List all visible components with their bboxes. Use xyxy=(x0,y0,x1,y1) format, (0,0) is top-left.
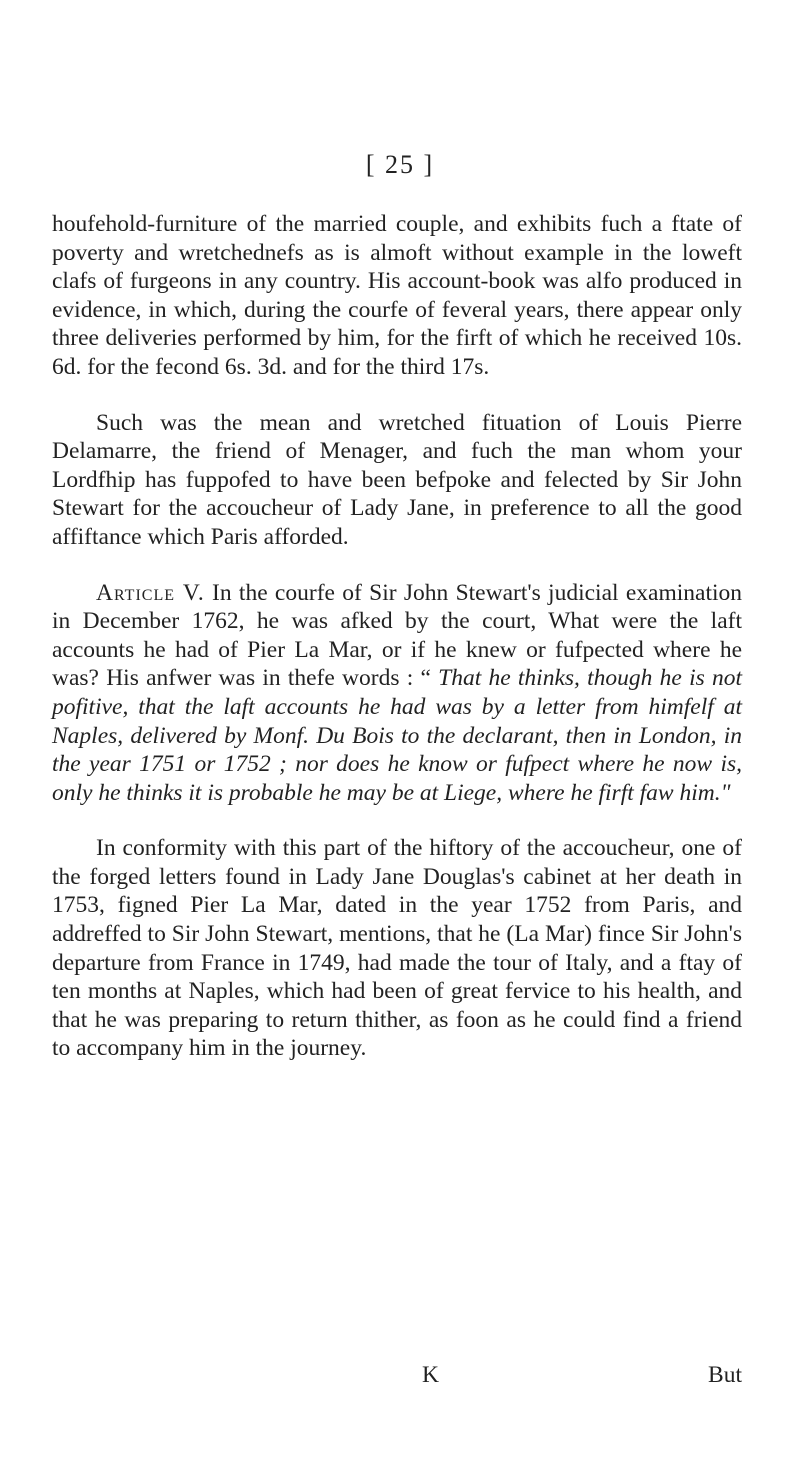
paragraph-3 xyxy=(52,579,742,808)
article-intro: In the courfe of Sir John Stewart's judicial examination in December 1762, he was afked by the court, What were the laft accounts he had of Pier La Mar, or if he knew or fufpected where he was? His anfwer was in thefe words : xyxy=(52,579,742,692)
paragraph-2: Such was the mean and wretched fituation of Louis Pierre Delamarre, the friend of Menager, and fuch the man whom your Lordfhip has fuppofed to have been befpoke and felected by Sir John Stewart for the accoucheur of Lady Jane, in preference to all the good affiftance which Paris afforded. xyxy=(52,409,742,550)
paragraph-1: houfehold-furniture of the married couple, and exhibits fuch a ftate of poverty and wretchednefs as is almoft without example in the loweft clafs of furgeons in any country. His account-book was alfo produced in evidence, in which, during the courfe of feveral years, there appear only three deliveries performed by him, for the firft of which he received 10s. 6d. for the fecond 6s. 3d. and for the third 17s. xyxy=(52,211,742,380)
paragraph-4: In conformity with this part of the hiftory of the accoucheur, one of the forged letters found in Lady Jane Douglas's cabinet at her death in 1753, figned Pier La Mar, dated in the year 1752 from Paris, and addreffed to Sir John Stewart, mentions, that he (La Mar) fince Sir John's departure from France in 1749, had made the tour of Italy, and a ftay of ten months at Naples, which had been of great fervice to his health, and that he was preparing to return thither, as foon as he could find a friend to accompany him in the journey. xyxy=(52,835,742,1062)
quote-line: That he thinks, though he xyxy=(438,665,682,692)
quote-line: he firft faw him." xyxy=(564,779,731,806)
quote-open: “ xyxy=(420,665,431,692)
quote-line: only he thinks it is probable he may be at Liege, where xyxy=(52,779,565,806)
article-label: Article V. xyxy=(96,579,205,606)
quote-line: Bois to the declarant, then in London, in the year 1751 xyxy=(52,722,742,778)
quote-line: is not pofitive, that the laft accounts he had was by a xyxy=(52,665,743,720)
body-text xyxy=(52,210,742,1063)
quote-line: letter from himfelf at Naples, delivered by Monf. Du xyxy=(52,693,742,749)
page-number: [ 25 ] xyxy=(365,150,435,179)
signature-mark: K xyxy=(422,1362,439,1388)
catchword: But xyxy=(708,1362,742,1388)
quote-line: or 1752 ; nor does he know or fufpect where he now is, xyxy=(186,751,742,778)
